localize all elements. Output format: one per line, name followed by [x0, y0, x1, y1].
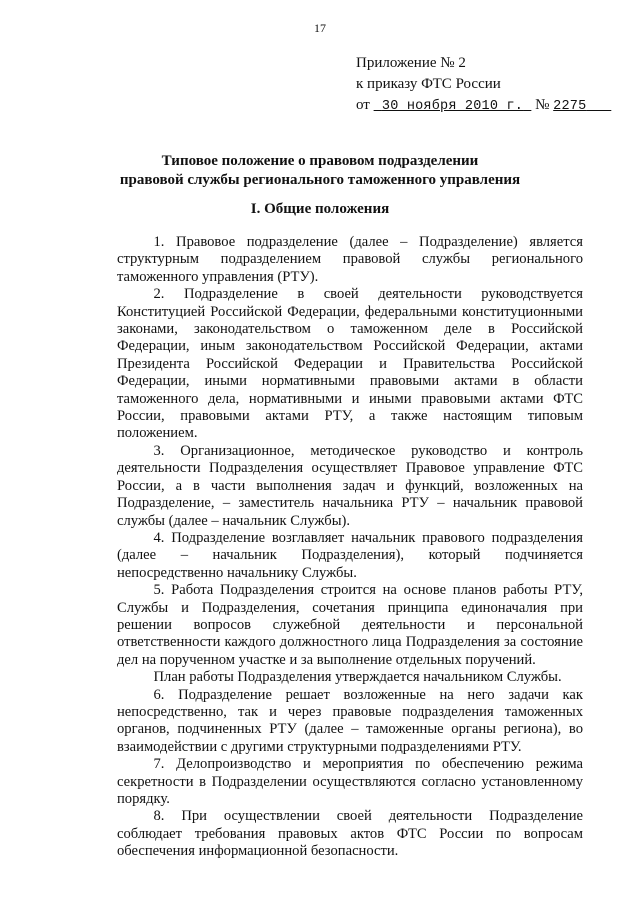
order-number: 2275 [553, 99, 587, 114]
appendix-date-line [356, 95, 611, 117]
paragraph-2: 2. Подразделение в своей деятельности руководствуется Конституцией Российской Федерации, федеральными конституционными законами, законодательством о таможенном деле в Российской Федерации, иным законодательством Российской Федерации, актами Президента Российской Федерации и Правительства Российской Федерации, иными нормативными правовыми актами в области таможенного дела, нормативными и иными правовыми актами ФТС России, правовыми актами РТУ, а также настоящим типовым положением. [117, 286, 583, 442]
document-title-line-1: Типовое положение о правовом подразделении [161, 153, 479, 169]
paragraph-3: 3. Организационное, методическое руководство и контроль деятельности Подразделения осуществляет Правовое управление ФТС России, а в части выполнения задач и функций, возложенных на Подразделение, – заместитель начальника РТУ – начальник правовой службы (далее – начальник Службы). [117, 442, 583, 529]
order-date: 30 ноября 2010 г. [381, 99, 524, 114]
appendix-title: Приложение № 2 [356, 55, 466, 71]
appendix-order-reference: к приказу ФТС России [356, 76, 501, 92]
date-prefix: от [356, 97, 370, 113]
paragraph-1: 1. Правовое подразделение (далее – Подразделение) является структурным подразделением правовой службы регионального таможенного управления (РТУ). [117, 234, 583, 285]
appendix-block [356, 53, 611, 117]
section-heading: I. Общие положения [250, 201, 390, 217]
page-number: 17 [314, 21, 326, 35]
document-title [0, 152, 640, 190]
document-title-line-2: правовой службы регионального таможенного управления [119, 172, 521, 188]
paragraph-7: 7. Делопроизводство и мероприятия по обеспечению режима секретности в Подразделении осуществляются согласно установленному порядку. [117, 756, 583, 807]
paragraph-8: 8. При осуществлении своей деятельности Подразделение соблюдает требования правовых актов ФТС России по вопросам обеспечения информационной безопасности. [117, 808, 583, 860]
paragraph-plan: План работы Подразделения утверждается начальником Службы. [153, 669, 562, 686]
paragraph-6: 6. Подразделение решает возложенные на него задачи как непосредственно, так и через правовые подразделения таможенных органов, подчиненных РТУ (далее – таможенные органы региона), во взаимодействии с другими структурными подразделениями РТУ. [117, 686, 583, 755]
number-prefix: № [535, 97, 550, 113]
paragraph-5: 5. Работа Подразделения строится на основе планов работы РТУ, Службы и Подразделения, сочетания принципа единоначалия при решении вопросов служебной деятельности и персональной ответственности каждого должностного лица Подразделения за состояние дел на порученном участке и за выполнение отдельных поручений. [117, 582, 583, 668]
paragraph-4: 4. Подразделение возглавляет начальник правового подразделения (далее – начальник Подразделения), который подчиняется непосредственно начальнику Службы. [117, 529, 583, 581]
document-body [117, 234, 583, 861]
